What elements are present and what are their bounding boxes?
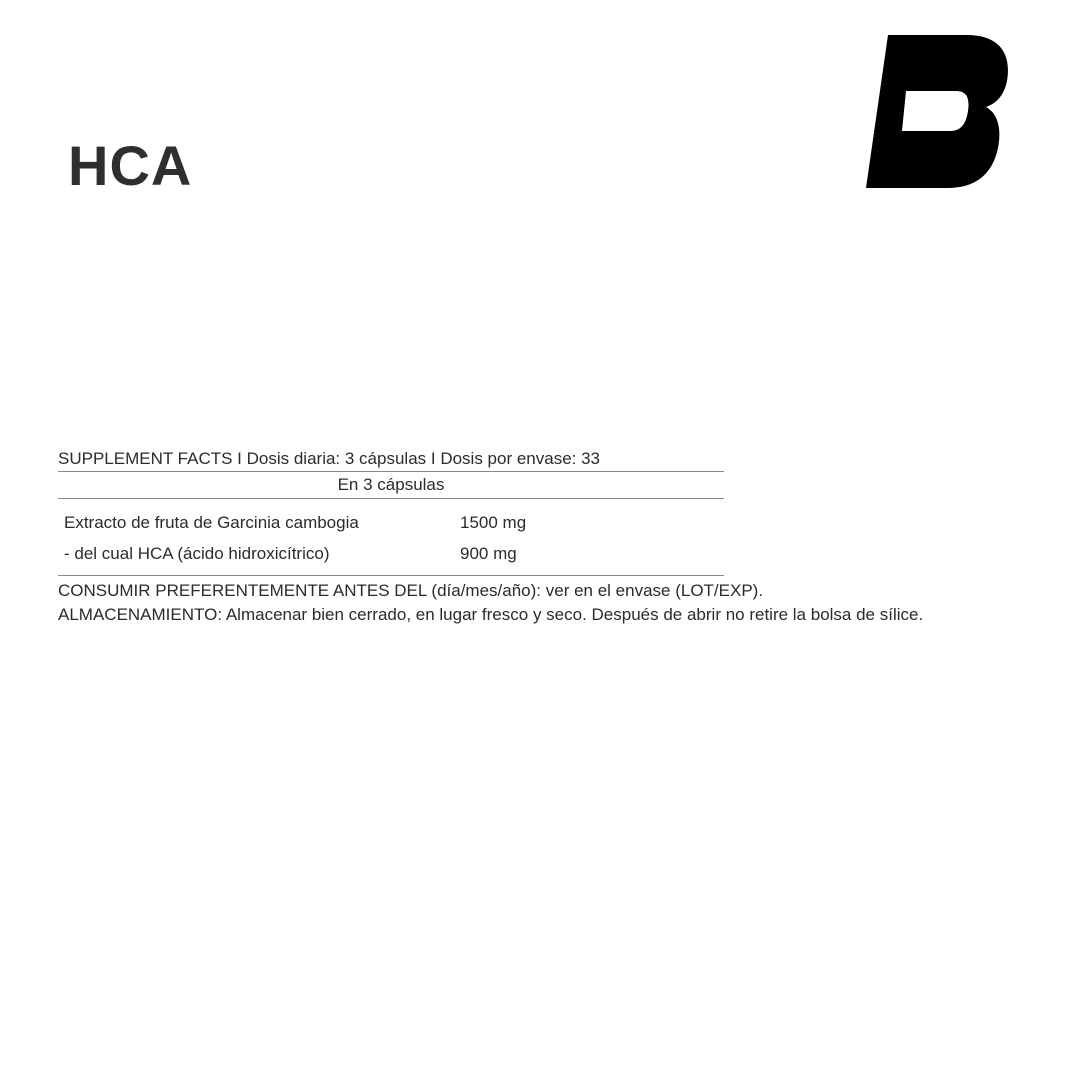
ingredient-amount: 1500 mg bbox=[460, 513, 527, 533]
notes bbox=[58, 576, 1058, 627]
ingredient-row bbox=[58, 507, 1058, 538]
ingredient-name: - del cual HCA (ácido hidroxicítrico) bbox=[64, 544, 330, 564]
supplement-facts bbox=[58, 448, 1058, 627]
supplement-facts-header: SUPPLEMENT FACTS I Dosis diaria: 3 cápsulas I Dosis por envase: 33 bbox=[58, 449, 601, 468]
ingredient-list bbox=[58, 499, 1058, 575]
brand-b-logo-icon bbox=[862, 33, 1012, 191]
per-serving-label: En 3 cápsulas bbox=[337, 475, 445, 495]
storage-note: ALMACENAMIENTO: Almacenar bien cerrado, en lugar fresco y seco. Después de abrir no retire la bolsa de sílice. bbox=[58, 605, 924, 625]
ingredient-amount: 900 mg bbox=[460, 544, 517, 564]
best-before-note: CONSUMIR PREFERENTEMENTE ANTES DEL (día/mes/año): ver en el envase (LOT/EXP). bbox=[58, 581, 764, 601]
ingredient-row bbox=[58, 538, 1058, 569]
product-title: HCA bbox=[68, 134, 193, 197]
ingredient-name: Extracto de fruta de Garcinia cambogia bbox=[64, 513, 359, 533]
